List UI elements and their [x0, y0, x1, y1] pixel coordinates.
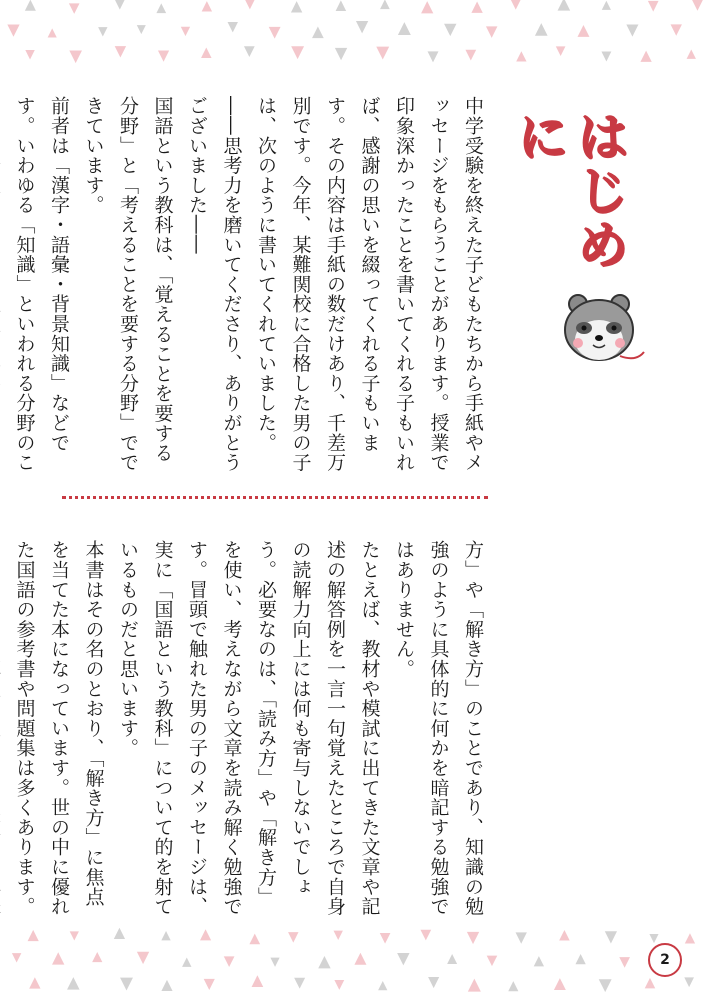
triangle-mark [161, 931, 170, 940]
triangle-mark [398, 22, 411, 35]
triangle-mark [671, 24, 682, 35]
triangle-mark [200, 929, 211, 940]
triangle-mark [428, 977, 439, 988]
triangle-mark [182, 957, 191, 966]
triangle-mark [486, 26, 497, 37]
triangle-mark [534, 956, 544, 966]
triangle-mark [161, 980, 172, 991]
triangle-mark [52, 952, 64, 964]
triangle-mark [7, 25, 19, 37]
triangle-mark [224, 956, 235, 967]
triangle-pattern-icon [0, 0, 708, 70]
triangle-mark [444, 24, 456, 36]
triangle-mark [575, 954, 585, 964]
triangle-mark [114, 928, 125, 939]
triangle-mark [202, 1, 212, 11]
triangle-mark [156, 3, 166, 13]
top-triangle-border [0, 0, 708, 70]
dotted-divider [62, 496, 488, 499]
triangle-mark [115, 46, 126, 57]
triangle-mark [249, 934, 260, 945]
triangle-mark [471, 2, 482, 13]
triangle-mark [228, 22, 238, 32]
triangle-mark [645, 978, 656, 989]
triangle-mark [421, 1, 433, 13]
triangle-mark [535, 23, 548, 36]
triangle-mark [516, 51, 526, 61]
triangle-mark [12, 953, 21, 962]
triangle-mark [511, 0, 521, 10]
triangle-mark [508, 981, 518, 991]
triangle-mark [336, 0, 347, 11]
mascot-icon [548, 290, 648, 370]
triangle-mark [378, 981, 387, 990]
triangle-mark [114, 0, 126, 10]
triangle-mark [181, 27, 190, 36]
triangle-mark [397, 953, 409, 965]
page-title: はじめに [508, 110, 628, 272]
triangle-pattern-icon [0, 930, 708, 1000]
triangle-mark [447, 954, 457, 964]
triangle-mark [291, 46, 304, 59]
triangle-mark [685, 933, 695, 943]
paragraph: ――思考力を磨いてくださり、ありがとうございました―― [186, 96, 243, 473]
triangle-mark [291, 1, 302, 12]
triangle-mark [356, 21, 368, 33]
paragraph: 前者は「漢字・語彙・背景知識」などです。いわゆる「知識」といわれる分野のこ [13, 96, 70, 473]
paragraph: 国語という教科は、「覚えることを要する分野」と「考えることを要する分野」でできています。 [82, 96, 174, 473]
triangle-mark [244, 46, 255, 57]
triangle-mark [252, 975, 264, 987]
triangle-mark [294, 978, 305, 989]
triangle-mark [599, 979, 612, 992]
triangle-mark [648, 1, 659, 12]
triangle-mark [245, 0, 256, 9]
triangle-mark [25, 0, 36, 11]
triangle-mark [137, 952, 149, 964]
paragraph: 本書はその名のとおり、「解き方」に焦点を当てた本になっています。世の中に優れた国語の参考書や問題集は多くあります。 [13, 540, 105, 917]
triangle-mark [288, 932, 298, 942]
triangle-mark [468, 979, 481, 992]
triangle-mark [556, 46, 566, 56]
triangle-mark [605, 931, 617, 943]
triangle-mark [335, 48, 347, 60]
triangle-mark [559, 930, 570, 941]
bottom-triangle-border [0, 930, 708, 1000]
triangle-mark [158, 51, 169, 62]
triangle-mark [619, 957, 630, 968]
triangle-mark [465, 50, 476, 61]
triangle-mark [67, 977, 80, 990]
triangle-mark [120, 978, 133, 991]
triangle-mark [269, 27, 281, 39]
triangle-mark [380, 933, 391, 944]
triangle-mark [29, 977, 40, 988]
triangle-mark [602, 1, 611, 10]
body-text-bottom [0, 540, 490, 920]
paragraph: たとえば、教材や模試に出てきた文章や記述の解答例を一言一句覚えたところで自身の読解力向上には何も寄与しないでしょう。必要なのは、「読み方」や「解き方」を使い、考えながら文章を読み解く勉強です。冒頭で触れた男の子のメッセージは、実に「国語という教科」について的を射ているものだと思います。 [117, 540, 381, 917]
triangle-mark [554, 978, 566, 990]
triangle-mark [578, 25, 590, 37]
triangle-mark [687, 50, 696, 59]
triangle-mark [626, 24, 638, 36]
triangle-mark [137, 25, 146, 34]
triangle-mark [420, 930, 431, 941]
triangle-mark [467, 932, 479, 944]
triangle-mark [640, 51, 651, 62]
triangle-mark [270, 958, 279, 967]
triangle-mark [201, 48, 211, 58]
triangle-mark [601, 52, 611, 62]
triangle-mark [684, 977, 694, 987]
triangle-mark [92, 952, 102, 962]
triangle-mark [69, 3, 80, 14]
body-text-top [0, 96, 490, 476]
triangle-mark [380, 0, 390, 9]
paragraph: 方」や「解き方」のことであり、知識の勉強のように具体的に何かを暗記する勉強ではありません。 [393, 540, 484, 917]
triangle-mark [28, 930, 39, 941]
page-number: 2 [648, 943, 682, 977]
triangle-mark [691, 0, 704, 11]
triangle-mark [25, 50, 34, 59]
triangle-mark [70, 931, 79, 940]
triangle-mark [428, 51, 439, 62]
triangle-mark [558, 0, 571, 11]
triangle-mark [487, 956, 498, 967]
triangle-mark [312, 26, 324, 38]
triangle-mark [69, 51, 82, 64]
paragraph: 中学受験を終えた子どもたちから手紙やメッセージをもらうことがあります。授業で印象深かったことを書いてくれる子もいれば、感謝の思いを綴ってくれる子もいます。その内容は手紙の数だけあり、千差万別です。今年、某難関校に合格した男の子は、次のように書いてくれていました。 [255, 96, 484, 473]
triangle-mark [354, 953, 366, 965]
triangle-mark [649, 934, 658, 943]
triangle-mark [376, 47, 389, 60]
triangle-mark [204, 979, 215, 990]
triangle-mark [334, 980, 344, 990]
triangle-mark [333, 931, 342, 940]
triangle-mark [516, 932, 527, 943]
triangle-mark [318, 956, 330, 968]
triangle-mark [48, 28, 57, 37]
triangle-mark [98, 27, 107, 36]
